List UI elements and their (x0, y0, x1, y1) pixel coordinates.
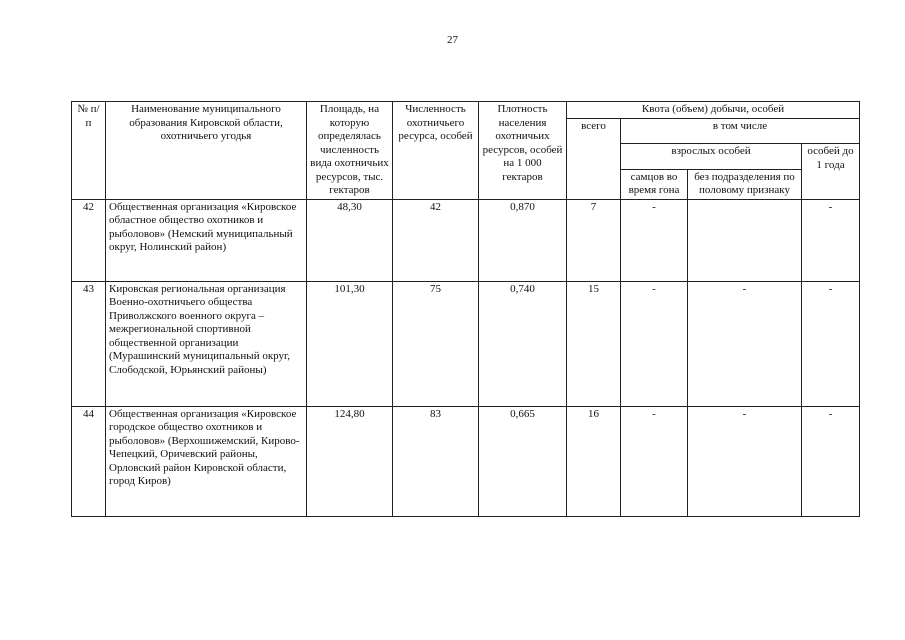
header-name: Наименование муниципального образования Кировской области, охотничьего угодья (106, 102, 307, 200)
cell-total: 7 (567, 199, 621, 281)
cell-density: 0,740 (479, 281, 567, 406)
header-quota: Квота (объем) добычи, особей (567, 102, 860, 119)
header-area: Площадь, на которую определялась численность вида охотничьих ресурсов, тыс. гектаров (307, 102, 393, 200)
quota-table (71, 101, 860, 517)
cell-num: 43 (72, 281, 106, 406)
cell-count: 83 (393, 406, 479, 516)
header-density: Плотность населения охотничьих ресурсов, особей на 1 000 гектаров (479, 102, 567, 200)
cell-density: 0,665 (479, 406, 567, 516)
cell-num: 42 (72, 199, 106, 281)
cell-no-sex (688, 199, 802, 281)
cell-young: - (802, 199, 860, 281)
header-count: Численность охотничьего ресурса, особей (393, 102, 479, 200)
cell-name: Общественная организация «Кировское областное общество охотников и рыболовов» (Немский муниципальный округ, Нолинский район) (106, 199, 307, 281)
table-row (72, 281, 860, 406)
cell-total: 16 (567, 406, 621, 516)
cell-no-sex: - (688, 406, 802, 516)
header-males: самцов во время гона (621, 169, 688, 199)
header-num: № п/п (72, 102, 106, 200)
header-no-sex: без подразделения по половому признаку (688, 169, 802, 199)
cell-density: 0,870 (479, 199, 567, 281)
cell-young: - (802, 406, 860, 516)
cell-num: 44 (72, 406, 106, 516)
cell-area: 101,30 (307, 281, 393, 406)
cell-count: 75 (393, 281, 479, 406)
cell-males: - (621, 406, 688, 516)
cell-area: 124,80 (307, 406, 393, 516)
cell-males: - (621, 281, 688, 406)
cell-no-sex: - (688, 281, 802, 406)
header-total: всего (567, 118, 621, 199)
header-adults: взрослых особей (621, 144, 802, 170)
cell-total: 15 (567, 281, 621, 406)
header-young: особей до 1 года (802, 144, 860, 200)
table-row (72, 406, 860, 516)
cell-males: - (621, 199, 688, 281)
page-number: 27 (447, 34, 458, 46)
table-row (72, 199, 860, 281)
header-including: в том числе (621, 118, 860, 144)
cell-area: 48,30 (307, 199, 393, 281)
cell-name: Кировская региональная организация Военно-охотничьего общества Приволжского военного округа – межрегиональной спортивной общественной организации (Мурашинский муниципальный округ, Слободской, Юрьянский районы) (106, 281, 307, 406)
cell-name: Общественная организация «Кировское городское общество охотников и рыболовов» (Верхошижемский, Кирово-Чепецкий, Оричевский районы, Орловский район Кировской области, город Киров) (106, 406, 307, 516)
cell-young: - (802, 281, 860, 406)
cell-count: 42 (393, 199, 479, 281)
